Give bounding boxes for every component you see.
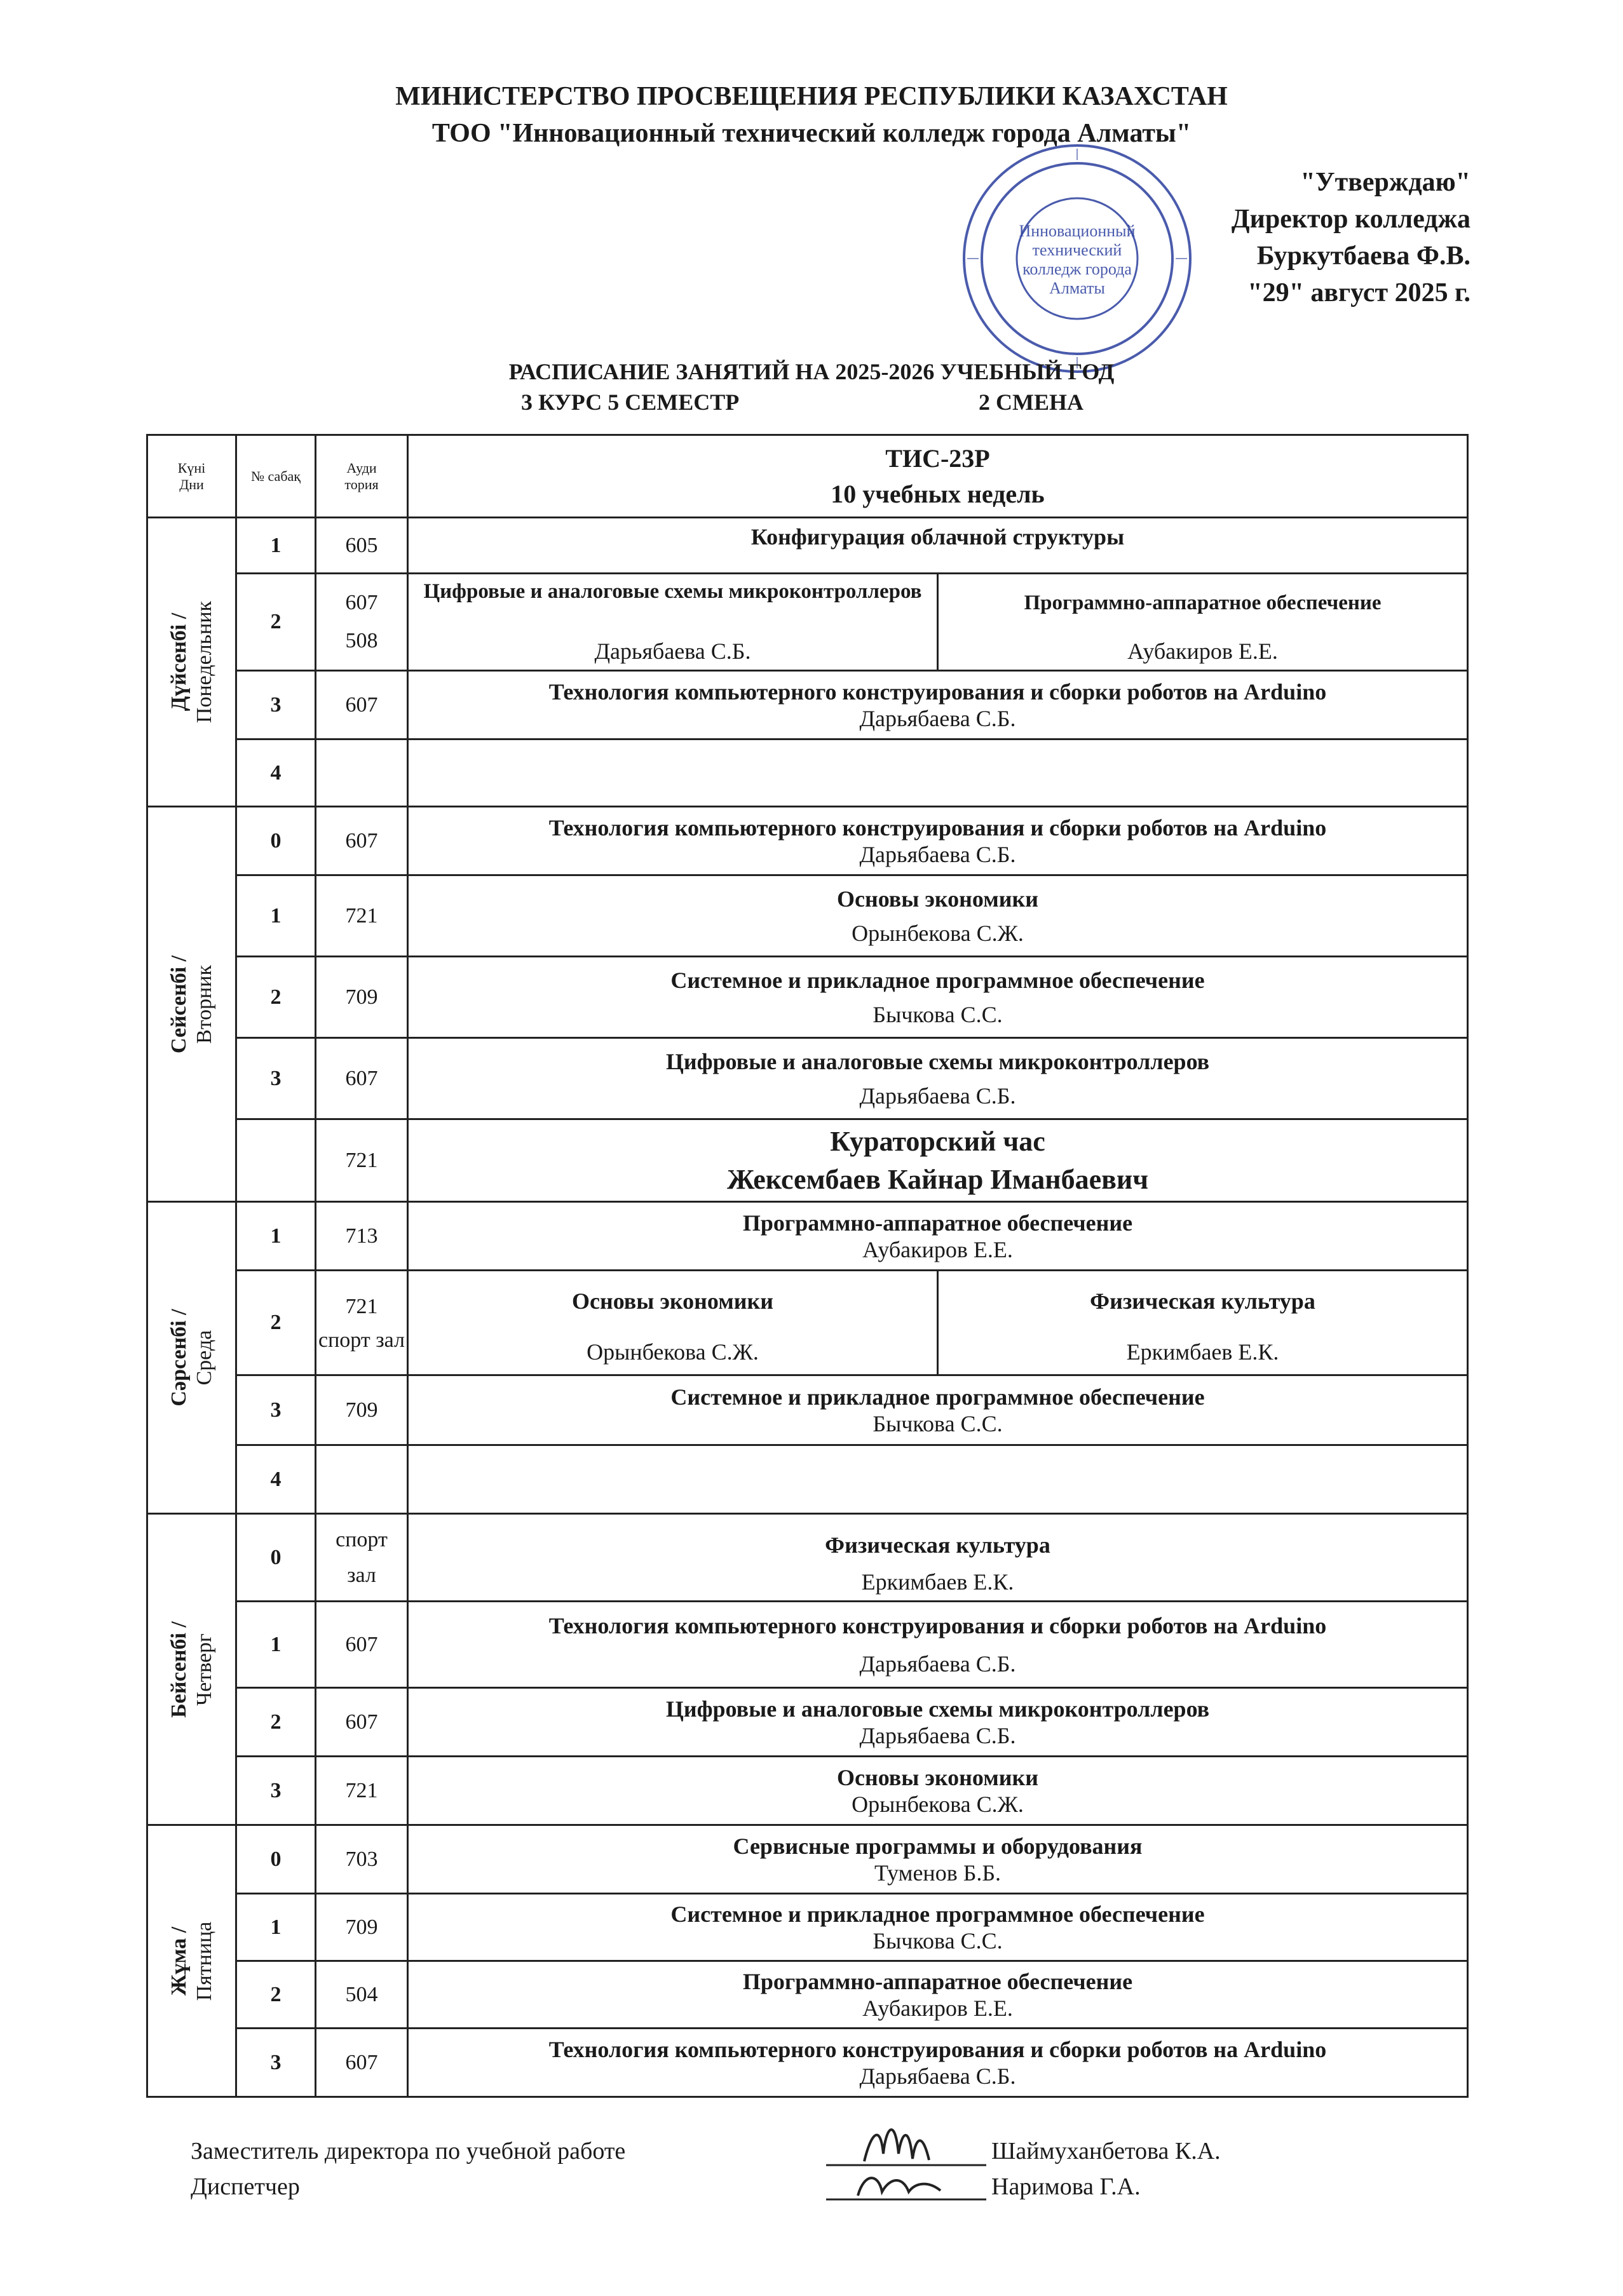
day-header-ru: Дни [179, 476, 204, 492]
lesson-num: 3 [236, 2029, 316, 2097]
room-b: спорт зал [318, 1328, 405, 1352]
room-cell: 713 [316, 1202, 408, 1271]
approval-line-4: "29" август 2025 г. [1247, 278, 1470, 307]
subject-left: Основы экономики [571, 1288, 773, 1314]
room-cell: 607 [316, 671, 408, 739]
teacher: Дарьябаева С.Б. [859, 1083, 1016, 1109]
subject-right: Физическая культура [1090, 1288, 1315, 1314]
room-cell: 709 [316, 957, 408, 1038]
lesson-cell [408, 807, 1468, 875]
table-row [147, 1514, 1468, 1602]
day-friday [147, 1825, 236, 2097]
subject: Системное и прикладное программное обеспечение [670, 1384, 1205, 1410]
table-row [147, 518, 1468, 574]
stamp-line-4: Алматы [1049, 279, 1105, 297]
day-ru: Пятница [192, 1921, 216, 2001]
room-cell: 709 [316, 1375, 408, 1445]
lesson-num: 0 [236, 1825, 316, 1894]
table-row [147, 671, 1468, 739]
subject: Технология компьютерного конструирования и сборки роботов на Arduino [548, 2036, 1327, 2062]
lesson-cell [408, 1602, 1468, 1688]
lesson-num: 0 [236, 1514, 316, 1602]
room-cell: 504 [316, 1961, 408, 2029]
approval-line-2: Директор колледжа [1231, 205, 1470, 234]
lesson-cell [408, 1825, 1468, 1894]
table-row [147, 957, 1468, 1038]
day-tuesday [147, 807, 236, 1202]
table-row [147, 1202, 1468, 1271]
lesson-num: 2 [236, 1688, 316, 1757]
day-ru: Среда [192, 1330, 216, 1386]
table-header-row [147, 435, 1468, 518]
subject: Технология компьютерного конструирования и сборки роботов на Arduino [548, 1612, 1327, 1638]
subject: Системное и прикладное программное обеспечение [670, 1901, 1205, 1927]
room-b: зал [347, 1563, 376, 1587]
room-cell: 607 [316, 2029, 408, 2097]
teacher: Дарьябаева С.Б. [859, 1722, 1016, 1748]
room-header-2: тория [344, 476, 379, 492]
teacher: Орынбекова С.Ж. [852, 1791, 1024, 1817]
room-cell [316, 1445, 408, 1514]
teacher: Дарьябаева С.Б. [859, 1651, 1016, 1677]
subject: Программно-аппаратное обеспечение [742, 1968, 1133, 1994]
lesson-num: 1 [236, 1602, 316, 1688]
table-row [147, 1375, 1468, 1445]
lesson-cell [408, 1375, 1468, 1445]
table-row [147, 1757, 1468, 1825]
table-row [147, 1119, 1468, 1202]
curator-hour-title: Кураторский час [830, 1125, 1045, 1157]
room-a: 607 [345, 591, 378, 614]
room-header-1: Ауди [346, 459, 377, 476]
lesson-num: 2 [236, 957, 316, 1038]
day-kz: Сейсенбі / [166, 955, 191, 1053]
day-ru: Четверг [192, 1633, 216, 1706]
room-cell [316, 1514, 408, 1602]
day-kz: Сәрсенбі / [166, 1309, 191, 1407]
subject: Системное и прикладное программное обеспечение [670, 967, 1205, 993]
lesson-cell [408, 671, 1468, 739]
room-cell: 721 [316, 1119, 408, 1202]
lesson-num: 2 [236, 1961, 316, 2029]
ministry-title: МИНИСТЕРСТВО ПРОСВЕЩЕНИЯ РЕСПУБЛИКИ КАЗАХСТАН [395, 82, 1228, 111]
teacher: Туменов Б.Б. [874, 1860, 1002, 1886]
approval-line-3: Буркутбаева Ф.В. [1256, 241, 1470, 271]
split-lesson-cell [408, 574, 1468, 671]
lesson-cell [408, 1202, 1468, 1271]
table-row [147, 2029, 1468, 2097]
deputy-title: Заместитель директора по учебной работе [191, 2138, 626, 2164]
table-row [147, 875, 1468, 957]
subject: Технология компьютерного конструирования и сборки роботов на Arduino [548, 814, 1327, 841]
teacher: Орынбекова С.Ж. [852, 920, 1024, 946]
subject: Цифровые и аналоговые схемы микроконтроллеров [665, 1048, 1210, 1074]
subject: Конфигурация облачной структуры [750, 524, 1125, 550]
table-row [147, 1271, 1468, 1375]
teacher: Бычкова С.С. [873, 1001, 1003, 1027]
day-header [147, 435, 236, 518]
lesson-cell [408, 1757, 1468, 1825]
day-wednesday [147, 1202, 236, 1514]
stamp-line-3: колледж города [1022, 260, 1132, 278]
room-a: спорт [336, 1527, 388, 1551]
dispatcher-name: Наримова Г.А. [991, 2173, 1141, 2200]
schedule-table [146, 434, 1469, 2098]
stamp-line-2: технический [1032, 241, 1122, 259]
lesson-cell [408, 1688, 1468, 1757]
lesson-cell [408, 2029, 1468, 2097]
room-cell: 607 [316, 1602, 408, 1688]
subject: Основы экономики [836, 886, 1038, 912]
lesson-num [236, 1119, 316, 1202]
subject-right: Программно-аппаратное обеспечение [1024, 591, 1382, 614]
room-a: 721 [345, 1295, 378, 1318]
subject: Программно-аппаратное обеспечение [742, 1210, 1133, 1236]
group-weeks: 10 учебных недель [831, 479, 1045, 508]
lesson-num: 2 [236, 574, 316, 671]
teacher: Дарьябаева С.Б. [859, 2063, 1016, 2089]
lesson-cell [408, 957, 1468, 1038]
room-b: 508 [345, 629, 378, 652]
college-stamp-icon [960, 141, 1195, 376]
day-ru: Понедельник [192, 600, 216, 724]
lesson-header: № сабақ [236, 435, 316, 518]
room-cell: 709 [316, 1894, 408, 1961]
day-kz: Дүйсенбі / [166, 612, 191, 712]
approval-block [1232, 164, 1470, 311]
room-cell [316, 1271, 408, 1375]
split-lesson-cell [408, 1271, 1468, 1375]
lesson-cell [408, 1894, 1468, 1961]
lesson-cell [408, 1961, 1468, 2029]
lesson-num: 0 [236, 807, 316, 875]
lesson-num: 2 [236, 1271, 316, 1375]
course-label: 3 КУРС 5 СЕМЕСТР [521, 389, 740, 415]
room-cell: 607 [316, 1688, 408, 1757]
day-monday [147, 518, 236, 807]
lesson-num: 1 [236, 518, 316, 574]
stamp-line-1: Инновационный [1019, 222, 1136, 240]
teacher-right: Еркимбаев Е.К. [1126, 1339, 1279, 1365]
room-cell: 721 [316, 875, 408, 957]
group-header [408, 435, 1468, 518]
subject: Сервисные программы и оборудования [733, 1833, 1143, 1859]
table-row [147, 1602, 1468, 1688]
teacher-right: Аубакиров Е.Е. [1127, 638, 1278, 664]
subject: Цифровые и аналоговые схемы микроконтроллеров [665, 1696, 1210, 1722]
deputy-name: Шаймуханбетова К.А. [991, 2138, 1221, 2164]
lesson-cell [408, 1038, 1468, 1119]
room-cell [316, 739, 408, 807]
curator-name: Жексембаев Кайнар Иманбаевич [726, 1163, 1149, 1195]
day-header-kz: Күні [177, 459, 206, 476]
curator-hour-cell [408, 1119, 1468, 1202]
lesson-cell-empty [408, 1445, 1468, 1514]
table-row [147, 807, 1468, 875]
teacher: Аубакиров Е.Е. [862, 1995, 1013, 2021]
table-row [147, 1445, 1468, 1514]
lesson-num: 3 [236, 1038, 316, 1119]
room-cell: 607 [316, 1038, 408, 1119]
subject: Технология компьютерного конструирования и сборки роботов на Arduino [548, 679, 1327, 705]
room-cell [316, 574, 408, 671]
table-row [147, 739, 1468, 807]
teacher: Дарьябаева С.Б. [859, 705, 1016, 731]
table-row [147, 1038, 1468, 1119]
room-cell: 605 [316, 518, 408, 574]
college-title: ТОО "Инновационный технический колледж города Алматы" [431, 119, 1192, 148]
group-name: ТИС-23Р [885, 443, 990, 473]
subject: Основы экономики [836, 1764, 1038, 1790]
day-thursday [147, 1514, 236, 1825]
lesson-cell-empty [408, 739, 1468, 807]
teacher-left: Дарьябаева С.Б. [594, 638, 751, 664]
lesson-num: 1 [236, 875, 316, 957]
room-cell: 721 [316, 1757, 408, 1825]
lesson-num: 3 [236, 1375, 316, 1445]
shift-label: 2 СМЕНА [979, 389, 1083, 415]
table-row [147, 1825, 1468, 1894]
dispatcher-title: Диспетчер [191, 2173, 300, 2200]
room-cell: 703 [316, 1825, 408, 1894]
approval-line-1: "Утверждаю" [1300, 168, 1470, 197]
lesson-num: 1 [236, 1202, 316, 1271]
teacher: Аубакиров Е.Е. [862, 1236, 1013, 1262]
teacher: Бычкова С.С. [873, 1410, 1003, 1436]
room-header [316, 435, 408, 518]
day-kz: Бейсенбі / [166, 1621, 191, 1718]
table-row [147, 1894, 1468, 1961]
lesson-cell [408, 1514, 1468, 1602]
schedule-title: РАСПИСАНИЕ ЗАНЯТИЙ НА 2025-2026 УЧЕБНЫЙ ГОД [508, 359, 1115, 384]
room-cell: 607 [316, 807, 408, 875]
table-row [147, 574, 1468, 671]
teacher: Дарьябаева С.Б. [859, 841, 1016, 867]
table-row [147, 1688, 1468, 1757]
teacher: Еркимбаев Е.К. [861, 1569, 1014, 1595]
lesson-num: 3 [236, 1757, 316, 1825]
lesson-cell [408, 518, 1468, 574]
lesson-num: 4 [236, 1445, 316, 1514]
subject-left: Цифровые и аналоговые схемы микроконтроллеров [423, 580, 922, 603]
lesson-cell [408, 875, 1468, 957]
day-ru: Вторник [192, 964, 216, 1044]
signature-icon [820, 2109, 991, 2211]
lesson-num: 3 [236, 671, 316, 739]
day-kz: Жұма / [166, 1926, 191, 1995]
lesson-num: 1 [236, 1894, 316, 1961]
subject: Физическая культура [825, 1532, 1050, 1558]
lesson-num: 4 [236, 739, 316, 807]
table-row [147, 1961, 1468, 2029]
teacher-left: Орынбекова С.Ж. [587, 1339, 759, 1365]
teacher: Бычкова С.С. [873, 1928, 1003, 1954]
